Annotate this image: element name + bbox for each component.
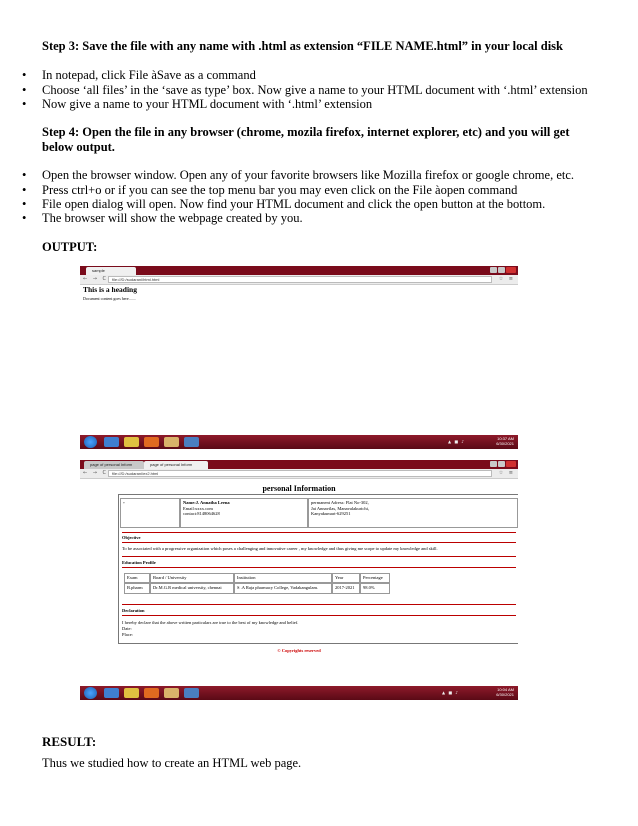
app-icon [184, 437, 199, 447]
bullet-icon: • [22, 68, 27, 82]
step4-bullet-3: File open dialog will open. Now find your HTML document and click the open button at the bottom. [42, 197, 546, 211]
divider [122, 542, 516, 543]
tray-icons: ▲ ■ ♪ [442, 690, 459, 695]
bullet-icon: • [22, 197, 27, 211]
page-title: personal Information [262, 484, 336, 493]
window-controls [490, 461, 516, 467]
table-cell: Dr.M.G.R medical university, chennai [150, 583, 234, 594]
browser-screenshot-1 [80, 266, 518, 426]
minimize-icon [490, 461, 497, 467]
contact-line: contact:8148064628 [183, 511, 220, 516]
window-controls [490, 267, 516, 273]
step4-heading-line2: below output. [42, 140, 115, 154]
table-cell: S .A Raja pharmacy College, Vadakangulam. [234, 583, 332, 594]
step4-bullet-1: Open the browser window. Open any of your favorite browsers like Mozilla firefox or google chrome, etc. [42, 168, 575, 182]
browser-tab-1: page of personal Inform [84, 461, 144, 469]
nav-buttons-icon: ← → C [83, 470, 109, 476]
table-header: Year [332, 573, 360, 583]
tab-bar [80, 460, 518, 469]
url-field: file:///D:/sudarani/ex2.html [108, 470, 492, 477]
start-button-icon [84, 436, 97, 448]
divider [122, 556, 516, 557]
step3-bullet-1: In notepad, click File àSave as a command [42, 68, 256, 82]
bullet-icon: • [22, 97, 27, 111]
table-cell: 98.0% [360, 583, 390, 594]
toolbar-icons: ☆ ≡ [498, 470, 515, 476]
broken-image-icon: ▫ [123, 500, 125, 505]
address-line: permanent Adress: Flat No-302, [311, 500, 369, 505]
taskbar-1 [80, 435, 518, 449]
tray-clock: 10:37 AM 6/30/2021 [496, 436, 514, 446]
step4-bullet-2: Press ctrl+o or if you can see the top menu bar you may even click on the File àopen command [42, 183, 518, 197]
address-line: Jai Annavilas, Manavalakurichi, [311, 505, 369, 511]
nav-buttons-icon: ← → C [83, 276, 109, 282]
declaration-heading: Declaration [122, 608, 145, 613]
tab-bar [80, 266, 518, 275]
divider [122, 604, 516, 605]
browser-tab-2: page of personal Inform [144, 461, 208, 469]
chrome-icon [124, 688, 139, 698]
app-icon [184, 688, 199, 698]
email-line: Email:xxxx.com [183, 505, 213, 511]
bullet-icon: • [22, 168, 27, 182]
objective-text: To be associated with a progressive organization which poses a challenging and innovative career , my knowledge and thus giving me scope to update my knowledge and skill. [122, 546, 438, 551]
minimize-icon [490, 267, 497, 273]
declaration-text: I hereby declare that the above written particulars are true to the best of my knowledge and belief. [122, 620, 299, 625]
address-bar [80, 469, 518, 479]
address-line: Kanyakumari-629251 [311, 511, 351, 516]
table-cell: B.pharm [124, 583, 150, 594]
name-line: Name:J. Annatha Leena [183, 500, 230, 505]
divider [122, 615, 516, 616]
step3-heading: Step 3: Save the file with any name with .html as extension “FILE NAME.html” in your local disk [42, 39, 563, 53]
tray-clock: 10:04 AM 6/30/2021 [496, 687, 514, 697]
education-heading: Education Profile [122, 560, 156, 565]
sample-paragraph: Document content goes here....... [83, 296, 136, 301]
firefox-icon [144, 437, 159, 447]
ie-icon [104, 688, 119, 698]
toolbar-icons: ☆ ≡ [498, 276, 515, 282]
close-icon [506, 461, 516, 467]
bullet-icon: • [22, 183, 27, 197]
url-field: file:///D:/sudarani/html.html [108, 276, 492, 283]
bullet-icon: • [22, 211, 27, 225]
bullet-icon: • [22, 83, 27, 97]
step4-bullet-4: The browser will show the webpage created by you. [42, 211, 303, 225]
result-label: RESULT: [42, 734, 97, 749]
photo-placeholder [120, 498, 180, 528]
folder-icon [164, 437, 179, 447]
sample-heading: This is a heading [83, 285, 137, 294]
browser-screenshot-2 [80, 460, 518, 686]
copyright-text: © Copyrights reserved [277, 648, 321, 653]
contact-cell [180, 498, 308, 528]
step4-heading-line1: Step 4: Open the file in any browser (chrome, mozila firefox, internet explorer, etc) and you will get [42, 125, 570, 139]
tray-icons: ▲ ■ ♪ [448, 439, 465, 444]
table-cell: 2017-2021 [332, 583, 360, 594]
place-label: Place: [122, 632, 133, 637]
date-label: Date: [122, 626, 132, 631]
maximize-icon [498, 461, 505, 467]
table-header: Exam [124, 573, 150, 583]
step3-bullet-2: Choose ‘all files’ in the ‘save as type’ box. Now give a name to your HTML document with ‘.html’ extension [42, 83, 588, 97]
divider [122, 567, 516, 568]
close-icon [506, 267, 516, 273]
maximize-icon [498, 267, 505, 273]
browser-tab: sample [86, 267, 136, 275]
chrome-icon [124, 437, 139, 447]
result-text: Thus we studied how to create an HTML web page. [42, 756, 302, 770]
output-label: OUTPUT: [42, 240, 98, 254]
taskbar-2 [80, 686, 518, 700]
address-cell [308, 498, 518, 528]
table-header: Board / University [150, 573, 234, 583]
divider [122, 532, 516, 533]
folder-icon [164, 688, 179, 698]
ie-icon [104, 437, 119, 447]
step3-bullet-3: Now give a name to your HTML document with ‘.html’ extension [42, 97, 373, 111]
start-button-icon [84, 687, 97, 699]
table-header: Institution [234, 573, 332, 583]
firefox-icon [144, 688, 159, 698]
address-bar [80, 275, 518, 285]
objective-heading: Objective [122, 535, 141, 540]
table-header: Percentage [360, 573, 390, 583]
